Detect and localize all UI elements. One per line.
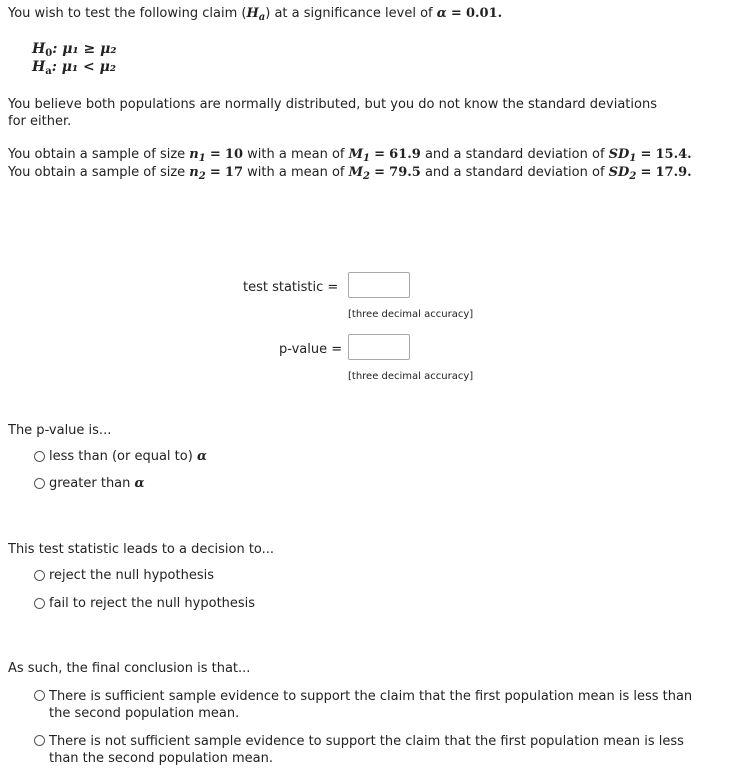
option-less-than-alpha[interactable]: less than (or equal to) α bbox=[34, 449, 207, 464]
p-value-hint: [three decimal accuracy] bbox=[348, 371, 474, 382]
conclusion-question: As such, the final conclusion is that... bbox=[8, 661, 251, 676]
radio-button[interactable] bbox=[34, 735, 45, 746]
test-statistic-input[interactable] bbox=[348, 272, 410, 298]
claim-line: You wish to test the following claim $(H_a)$ at a significance level of α = 0.01. bbox=[8, 6, 503, 23]
claim-mid: ) at a significance level of bbox=[265, 6, 437, 21]
radio-button[interactable] bbox=[34, 598, 45, 609]
ha-symbol: $H_a$ bbox=[246, 6, 266, 23]
option-fail-to-reject-null[interactable]: fail to reject the null hypothesis bbox=[34, 596, 255, 611]
alpha-symbol: α bbox=[196, 449, 207, 464]
radio-button[interactable] bbox=[34, 478, 45, 489]
alpha-symbol: α bbox=[134, 476, 145, 491]
sample-2-mean: 79.5 bbox=[389, 165, 421, 180]
radio-button[interactable] bbox=[34, 690, 45, 701]
alpha-value: 0.01. bbox=[465, 6, 503, 21]
sample-2-sd: 17.9. bbox=[655, 165, 692, 180]
claim-prefix: You wish to test the following claim ( bbox=[8, 6, 247, 21]
p-value-label: p-value = bbox=[279, 342, 343, 357]
alpha-symbol: α bbox=[436, 6, 447, 21]
option-greater-than-alpha[interactable]: greater than α bbox=[34, 476, 145, 491]
null-hypothesis: $H_0$: μ₁ ≥ μ₂ bbox=[32, 41, 117, 59]
option-reject-null[interactable]: reject the null hypothesis bbox=[34, 568, 214, 583]
sample-1-mean: 61.9 bbox=[389, 147, 421, 162]
assumption-text: You believe both populations are normally distributed, but you do not know the standard deviations for either. bbox=[8, 97, 657, 129]
option-sufficient-evidence[interactable]: There is sufficient sample evidence to support the claim that the first population mean is less than the second population mean. bbox=[34, 688, 714, 722]
decision-question: This test statistic leads to a decision to... bbox=[8, 542, 275, 557]
sample-2-n: 17 bbox=[224, 165, 243, 180]
radio-button[interactable] bbox=[34, 570, 45, 581]
sample-1-n: 10 bbox=[224, 147, 243, 162]
p-value-input[interactable] bbox=[348, 334, 410, 360]
p-value-question: The p-value is... bbox=[8, 423, 112, 438]
sample-1-line: You obtain a sample of size $n_1 = 10$ with a mean of $M_1 = 61.9$ and a standard deviation of $SD_1 = 15.4$. bbox=[8, 147, 692, 164]
radio-button[interactable] bbox=[34, 451, 45, 462]
sample-2-line: You obtain a sample of size $n_2 = 17$ with a mean of $M_2 = 79.5$ and a standard deviation of $SD_2 = 17.9$. bbox=[8, 165, 692, 182]
alternative-hypothesis: $H_a$: μ₁ < μ₂ bbox=[32, 59, 116, 77]
option-not-sufficient-evidence[interactable]: There is not sufficient sample evidence to support the claim that the first population mean is less than the second population mean. bbox=[34, 733, 714, 767]
test-statistic-label: test statistic = bbox=[243, 280, 339, 295]
test-statistic-hint: [three decimal accuracy] bbox=[348, 309, 474, 320]
sample-1-sd: 15.4. bbox=[655, 147, 692, 162]
